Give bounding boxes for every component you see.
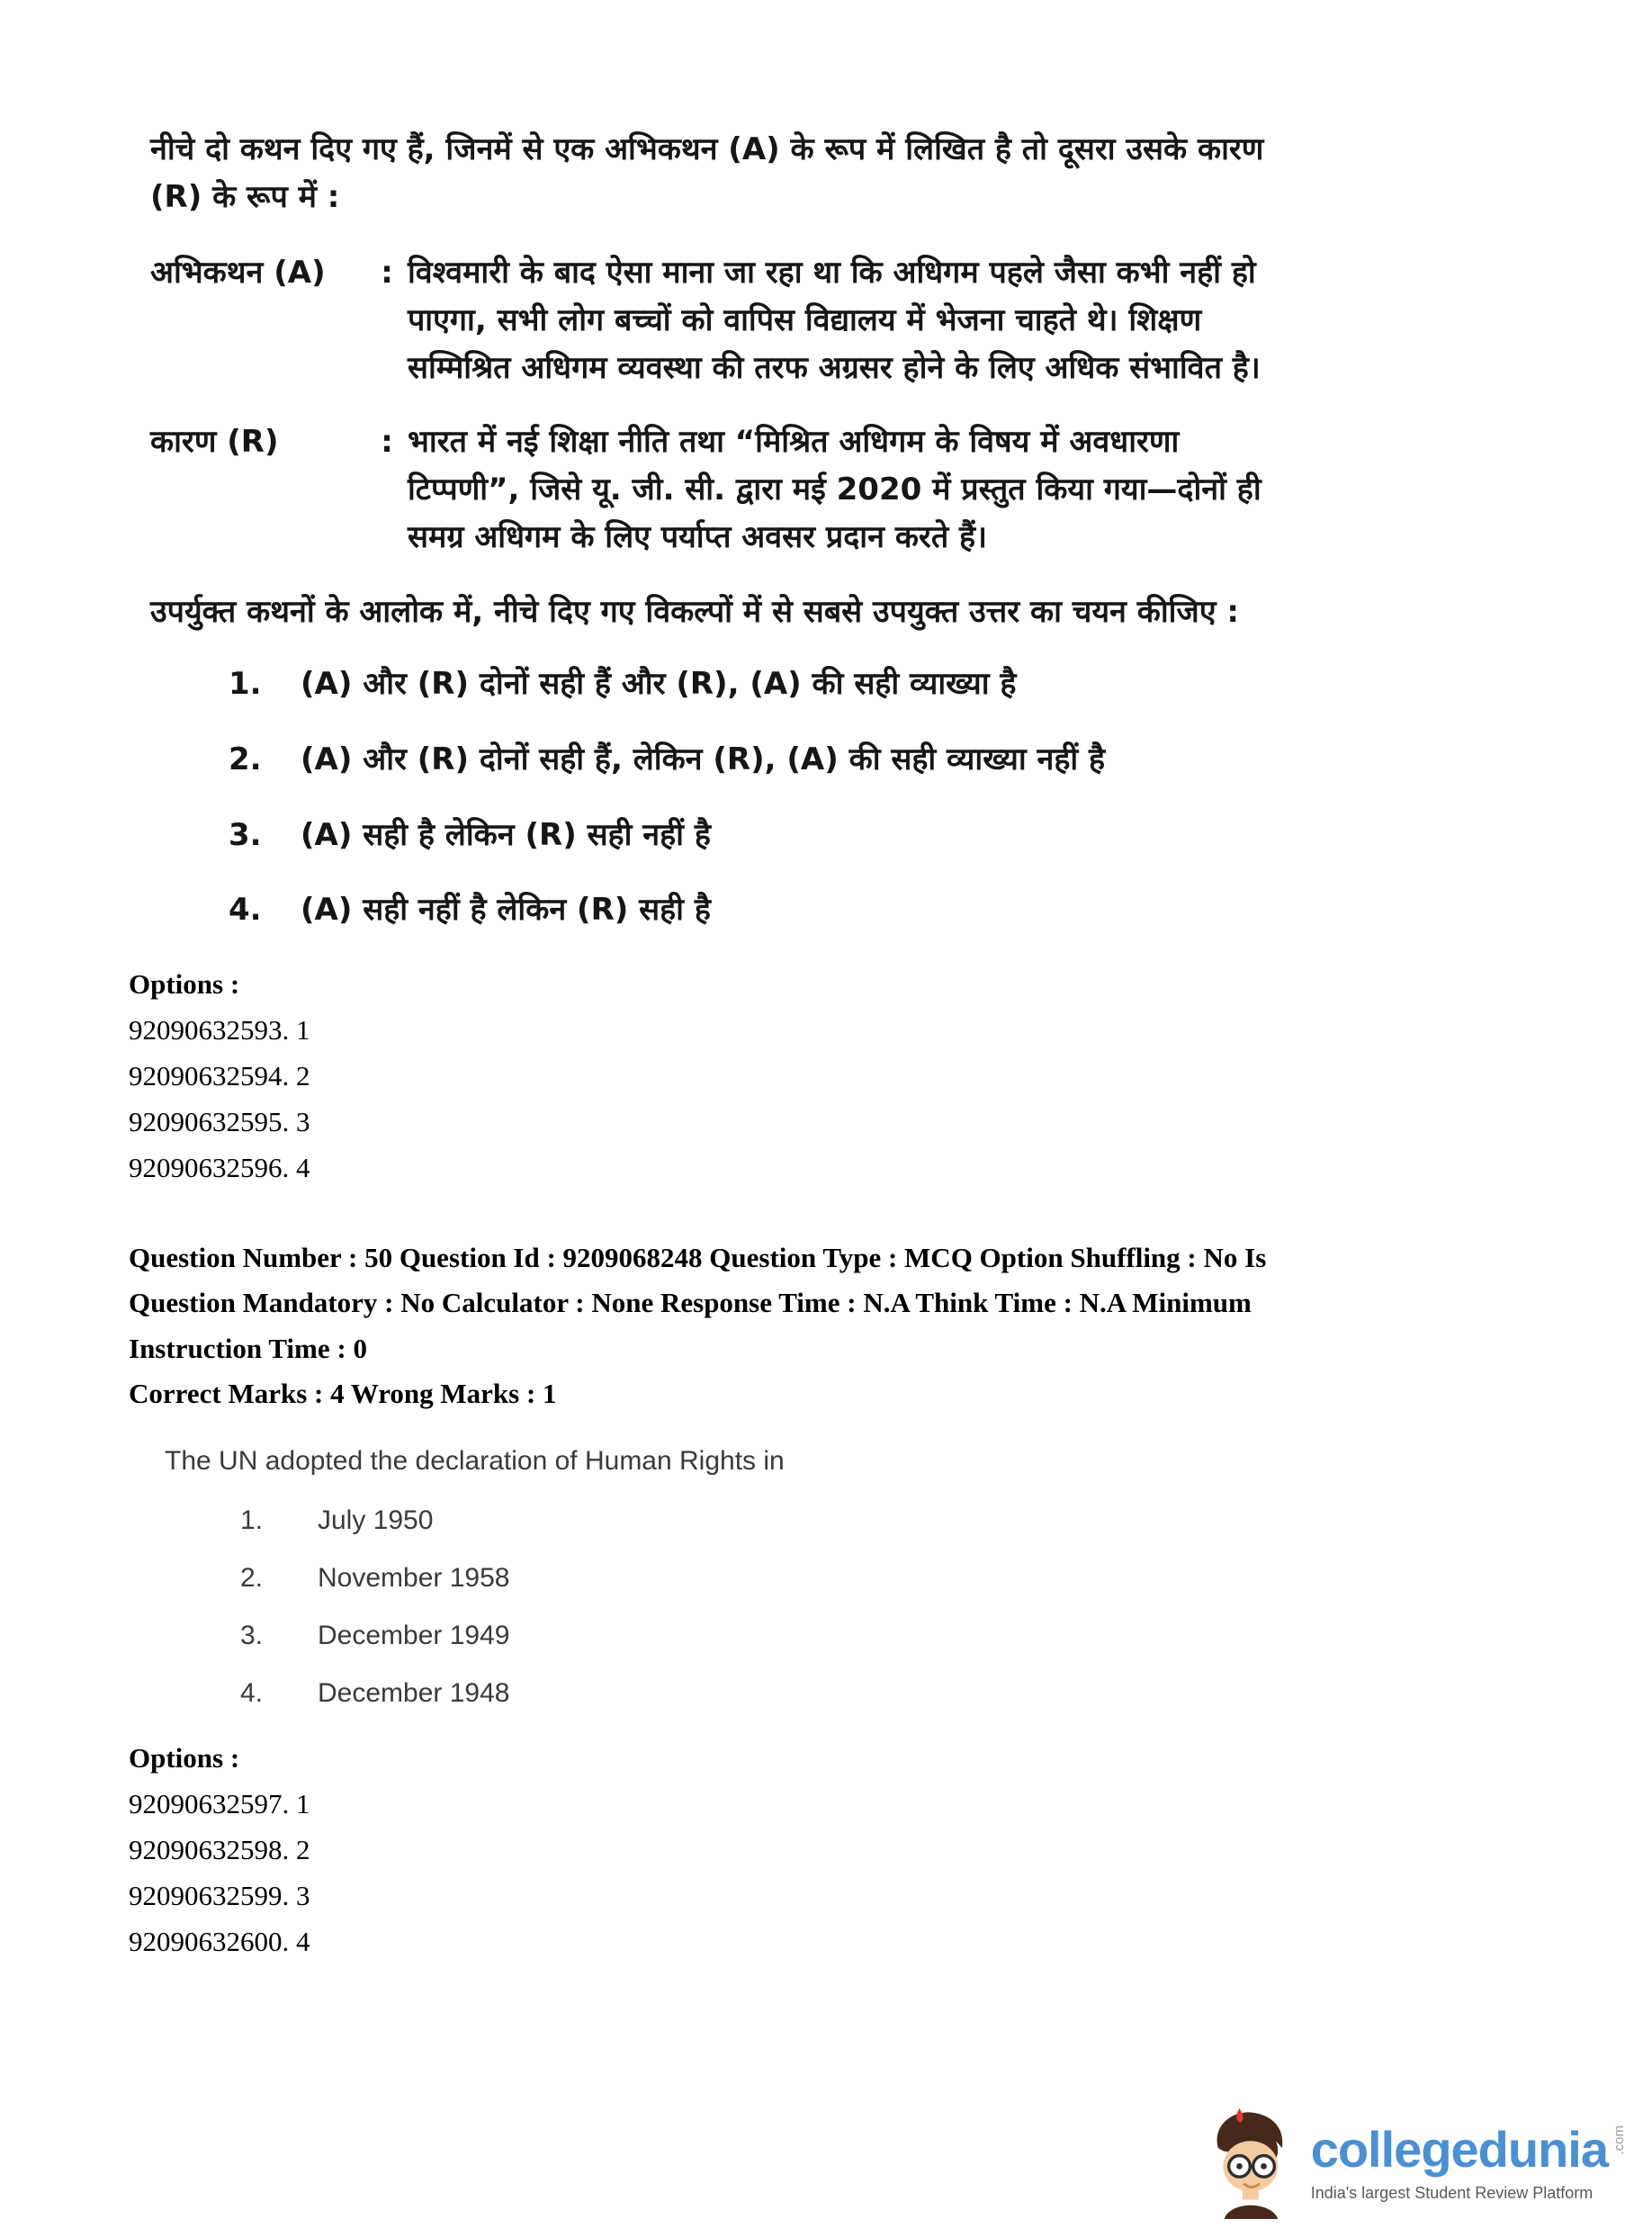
- assertion-label: अभिकथन (A): [150, 255, 326, 292]
- option-id: 92090632598. 2: [129, 1833, 310, 1865]
- choice-number: 3.: [229, 816, 262, 853]
- closing-post: का चयन कीजिए :: [1019, 593, 1239, 630]
- brand-tld: .com: [1612, 2125, 1627, 2155]
- choice-number: 2.: [229, 741, 262, 777]
- question-49-block: [150, 126, 1300, 934]
- choice-row: [240, 1621, 1517, 1651]
- question-50-block: [165, 1446, 1517, 1709]
- choice-text: (A) सही है लेकिन (R) सही नहीं है: [301, 816, 711, 853]
- choice-number: 1.: [240, 1505, 264, 1535]
- question-50-metadata: [129, 1235, 1298, 1416]
- mascot-icon: [1205, 2107, 1298, 2219]
- assertion-row: [150, 249, 1300, 391]
- assertion-text: विश्वमारी के बाद ऐसा माना जा रहा था कि अधिगम पहले जैसा कभी नहीं हो पाएगा, सभी लोग बच्चों को वापिस विद्यालय में भेजना चाहते थे। शिक्षण सम्मिश्रित अधिगम व्यवस्था की तरफ अग्रसर होने के लिए अधिक संभावित है।: [408, 255, 1261, 386]
- choice-text: November 1958: [318, 1562, 510, 1593]
- metadata-line: Instruction Time : 0: [129, 1332, 367, 1364]
- option-id: 92090632599. 3: [129, 1879, 310, 1911]
- option-id: 92090632595. 3: [129, 1105, 310, 1137]
- option-id: 92090632597. 1: [129, 1787, 310, 1819]
- reason-text: भारत में नई शिक्षा नीति तथा “मिश्रित अधिगम के विषय में अवधारणा टिप्पणी”, जिसे यू. जी. सी. द्वारा मई 2020 में प्रस्तुत किया गया—दोनों ही समग्र अधिगम के लिए पर्याप्त अवसर प्रदान करते हैं।: [408, 424, 1261, 555]
- choice-row: [240, 1678, 1517, 1709]
- choice-row: [229, 812, 1300, 859]
- option-id: 92090632596. 4: [129, 1151, 310, 1183]
- metadata-line: Question Number : 50 Question Id : 9209068248 Question Type : MCQ Option Shuffling : No Is: [129, 1242, 1267, 1274]
- options-label: Options :: [129, 967, 240, 1000]
- choice-number: 3.: [240, 1620, 264, 1650]
- closing-pre: उपर्युक्त कथनों के आलोक में, नीचे दिए गए विकल्पों में से: [150, 593, 804, 630]
- brand-row: [1310, 2121, 1627, 2179]
- question-intro: नीचे दो कथन दिए गए हैं, जिनमें से एक अभिकथन (A) के रूप में लिखित है तो दूसरा उसके कारण (R) के रूप में :: [150, 131, 1264, 215]
- question-text: The UN adopted the declaration of Human Rights in: [165, 1445, 785, 1476]
- brand-text-group: [1310, 2121, 1627, 2203]
- choice-row: [229, 736, 1300, 784]
- metadata-marks-line: Correct Marks : 4 Wrong Marks : 1: [129, 1377, 557, 1409]
- brand-wordmark: collegedunia: [1310, 2121, 1608, 2179]
- choice-number: 2.: [240, 1562, 264, 1593]
- metadata-line: Question Mandatory : No Calculator : None Response Time : N.A Think Time : N.A Minimum: [129, 1287, 1252, 1319]
- choice-number: 4.: [229, 892, 262, 929]
- brand-tagline: India's largest Student Review Platform: [1310, 2183, 1594, 2202]
- choice-row: [240, 1505, 1517, 1536]
- question-50-options: [129, 1736, 1517, 1964]
- question-49-options: [129, 962, 1517, 1190]
- question-closing: [150, 588, 1300, 636]
- option-id: 92090632594. 2: [129, 1059, 310, 1092]
- reason-row: [150, 418, 1300, 561]
- collegedunia-logo: [1205, 2107, 1627, 2219]
- reason-label: कारण (R): [150, 424, 279, 461]
- closing-bold: सबसे उपयुक्त उत्तर: [803, 593, 1020, 630]
- assertion-colon: :: [381, 255, 393, 292]
- choice-number: 4.: [240, 1677, 264, 1708]
- choice-text: (A) सही नहीं है लेकिन (R) सही है: [301, 892, 711, 929]
- choice-number: 1.: [229, 666, 262, 703]
- question-50-choices: [240, 1505, 1517, 1709]
- reason-colon: :: [381, 424, 393, 461]
- choice-row: [240, 1563, 1517, 1594]
- choice-row: [229, 886, 1300, 934]
- choice-text: December 1949: [318, 1620, 510, 1650]
- choice-text: July 1950: [318, 1505, 434, 1535]
- options-label: Options :: [129, 1741, 240, 1774]
- choice-text: (A) और (R) दोनों सही हैं और (R), (A) की सही व्याख्या है: [301, 666, 1017, 703]
- choice-row: [229, 660, 1300, 708]
- choice-text: December 1948: [318, 1677, 510, 1708]
- choice-text: (A) और (R) दोनों सही हैं, लेकिन (R), (A) की सही व्याख्या नहीं है: [301, 741, 1106, 777]
- option-id: 92090632593. 1: [129, 1013, 310, 1046]
- question-49-choices: [229, 660, 1300, 934]
- option-id: 92090632600. 4: [129, 1925, 310, 1957]
